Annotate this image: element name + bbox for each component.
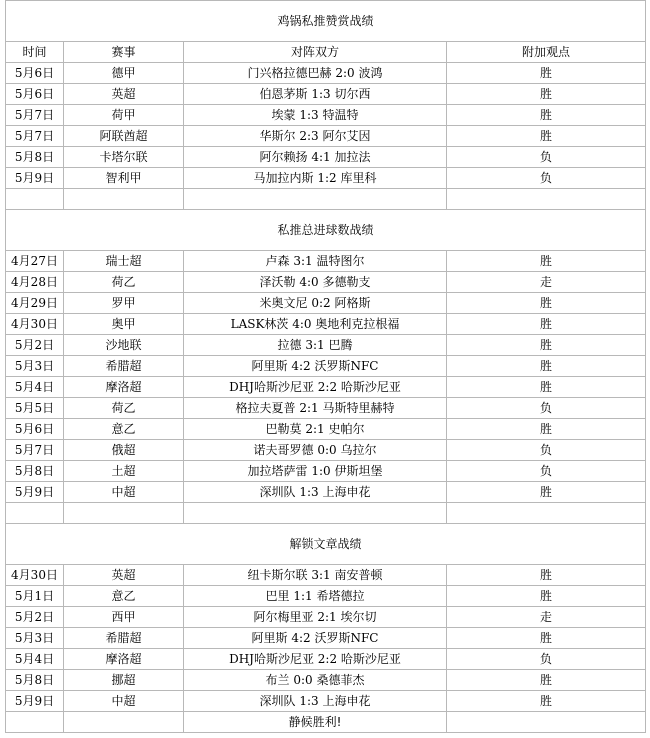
row-league: 荷甲: [64, 105, 184, 126]
row-result: 胜: [447, 628, 646, 649]
row-result: 胜: [447, 419, 646, 440]
row-match: 门兴格拉德巴赫 2:0 波鸿: [184, 63, 447, 84]
row-match: 诺夫哥罗德 0:0 乌拉尔: [184, 440, 447, 461]
row-league: 德甲: [64, 63, 184, 84]
table-row: [6, 356, 646, 377]
row-league: 意乙: [64, 586, 184, 607]
header-row: [6, 42, 646, 63]
row-match: 埃蒙 1:3 特温特: [184, 105, 447, 126]
row-league: 罗甲: [64, 293, 184, 314]
row-result: 胜: [447, 670, 646, 691]
row-date: 5月6日: [6, 63, 64, 84]
row-match: 泽沃勒 4:0 多德勒支: [184, 272, 447, 293]
header-opinion: 附加观点: [447, 42, 646, 63]
empty-cell: [447, 712, 646, 733]
row-league: 摩洛超: [64, 377, 184, 398]
row-date: 5月9日: [6, 482, 64, 503]
table-row: [6, 461, 646, 482]
empty-cell: [64, 503, 184, 524]
row-league: 荷乙: [64, 272, 184, 293]
row-result: 负: [447, 398, 646, 419]
section-title-row: [6, 210, 646, 251]
row-match: 纽卡斯尔联 3:1 南安普顿: [184, 565, 447, 586]
row-match: LASK林茨 4:0 奥地利克拉根福: [184, 314, 447, 335]
empty-cell: [6, 712, 64, 733]
empty-cell: [6, 503, 64, 524]
row-match: 米奥文尼 0:2 阿格斯: [184, 293, 447, 314]
row-league: 意乙: [64, 419, 184, 440]
row-date: 5月3日: [6, 356, 64, 377]
empty-cell: [64, 189, 184, 210]
empty-cell: [6, 189, 64, 210]
table-row: [6, 628, 646, 649]
row-date: 5月7日: [6, 126, 64, 147]
section-title-row: [6, 524, 646, 565]
table-row: [6, 126, 646, 147]
table-row: [6, 84, 646, 105]
row-match: 布兰 0:0 桑德菲杰: [184, 670, 447, 691]
header-league: 赛事: [64, 42, 184, 63]
table-row: [6, 251, 646, 272]
row-league: 希腊超: [64, 356, 184, 377]
row-date: 4月29日: [6, 293, 64, 314]
results-table: [5, 0, 646, 733]
table-row: [6, 649, 646, 670]
table-row: [6, 314, 646, 335]
row-date: 5月8日: [6, 461, 64, 482]
row-match: 伯恩茅斯 1:3 切尔西: [184, 84, 447, 105]
row-date: 5月1日: [6, 586, 64, 607]
row-league: 沙地联: [64, 335, 184, 356]
empty-cell: [184, 189, 447, 210]
row-league: 阿联酋超: [64, 126, 184, 147]
row-match: 深圳队 1:3 上海申花: [184, 691, 447, 712]
row-date: 5月9日: [6, 691, 64, 712]
section-title: 私推总进球数战绩: [6, 210, 646, 251]
section-title-row: [6, 1, 646, 42]
row-league: 智利甲: [64, 168, 184, 189]
empty-cell: [447, 189, 646, 210]
row-result: 胜: [447, 251, 646, 272]
row-match: 阿里斯 4:2 沃罗斯NFC: [184, 628, 447, 649]
row-league: 希腊超: [64, 628, 184, 649]
row-match: 巴里 1:1 希塔德拉: [184, 586, 447, 607]
row-date: 5月4日: [6, 377, 64, 398]
row-date: 4月30日: [6, 565, 64, 586]
row-date: 5月6日: [6, 419, 64, 440]
row-result: 负: [447, 147, 646, 168]
row-date: 5月9日: [6, 168, 64, 189]
footer-note: 静候胜利!: [184, 712, 447, 733]
row-date: 5月8日: [6, 670, 64, 691]
row-league: 英超: [64, 84, 184, 105]
row-league: 瑞士超: [64, 251, 184, 272]
row-date: 5月7日: [6, 440, 64, 461]
row-league: 挪超: [64, 670, 184, 691]
table-row: [6, 377, 646, 398]
row-league: 俄超: [64, 440, 184, 461]
row-league: 奥甲: [64, 314, 184, 335]
empty-cell: [64, 712, 184, 733]
row-match: 格拉夫夏普 2:1 马斯特里赫特: [184, 398, 447, 419]
row-league: 中超: [64, 482, 184, 503]
row-date: 5月5日: [6, 398, 64, 419]
table-row: [6, 272, 646, 293]
table-row: [6, 335, 646, 356]
row-match: DHJ哈斯沙尼亚 2:2 哈斯沙尼亚: [184, 649, 447, 670]
table-row: [6, 63, 646, 84]
table-row: [6, 670, 646, 691]
row-result: 胜: [447, 586, 646, 607]
row-date: 5月3日: [6, 628, 64, 649]
row-league: 荷乙: [64, 398, 184, 419]
row-date: 5月2日: [6, 607, 64, 628]
empty-cell: [184, 503, 447, 524]
row-result: 胜: [447, 691, 646, 712]
row-league: 土超: [64, 461, 184, 482]
row-result: 胜: [447, 482, 646, 503]
row-result: 胜: [447, 84, 646, 105]
row-league: 英超: [64, 565, 184, 586]
table-row: [6, 147, 646, 168]
row-date: 4月30日: [6, 314, 64, 335]
row-match: 拉德 3:1 巴腾: [184, 335, 447, 356]
row-date: 5月4日: [6, 649, 64, 670]
row-match: 加拉塔萨雷 1:0 伊斯坦堡: [184, 461, 447, 482]
row-date: 5月6日: [6, 84, 64, 105]
row-result: 胜: [447, 565, 646, 586]
row-result: 胜: [447, 377, 646, 398]
row-match: 华斯尔 2:3 阿尔艾因: [184, 126, 447, 147]
table-row: [6, 691, 646, 712]
header-time: 时间: [6, 42, 64, 63]
row-result: 胜: [447, 105, 646, 126]
table-row: [6, 440, 646, 461]
table-row: [6, 105, 646, 126]
table-row: [6, 586, 646, 607]
row-league: 中超: [64, 691, 184, 712]
row-date: 4月28日: [6, 272, 64, 293]
row-date: 5月7日: [6, 105, 64, 126]
row-match: 阿尔赖扬 4:1 加拉法: [184, 147, 447, 168]
row-result: 走: [447, 607, 646, 628]
row-result: 胜: [447, 293, 646, 314]
spacer-row: [6, 189, 646, 210]
row-match: 阿里斯 4:2 沃罗斯NFC: [184, 356, 447, 377]
table-row: [6, 565, 646, 586]
row-match: DHJ哈斯沙尼亚 2:2 哈斯沙尼亚: [184, 377, 447, 398]
header-match: 对阵双方: [184, 42, 447, 63]
row-result: 负: [447, 168, 646, 189]
section-title: 鸡锅私推赞赏战绩: [6, 1, 646, 42]
row-match: 深圳队 1:3 上海申花: [184, 482, 447, 503]
row-match: 巴勒莫 2:1 史帕尔: [184, 419, 447, 440]
row-league: 摩洛超: [64, 649, 184, 670]
row-result: 负: [447, 461, 646, 482]
row-match: 阿尔梅里亚 2:1 埃尔切: [184, 607, 447, 628]
row-result: 负: [447, 440, 646, 461]
section-title: 解锁文章战绩: [6, 524, 646, 565]
row-match: 卢森 3:1 温特图尔: [184, 251, 447, 272]
row-date: 4月27日: [6, 251, 64, 272]
row-league: 卡塔尔联: [64, 147, 184, 168]
row-result: 胜: [447, 356, 646, 377]
row-league: 西甲: [64, 607, 184, 628]
table-row: [6, 607, 646, 628]
table-row: [6, 398, 646, 419]
table-row: [6, 293, 646, 314]
row-result: 负: [447, 649, 646, 670]
row-result: 胜: [447, 63, 646, 84]
row-date: 5月2日: [6, 335, 64, 356]
row-result: 胜: [447, 335, 646, 356]
row-result: 胜: [447, 314, 646, 335]
row-match: 马加拉内斯 1:2 库里科: [184, 168, 447, 189]
spacer-row: [6, 503, 646, 524]
row-result: 胜: [447, 126, 646, 147]
row-result: 走: [447, 272, 646, 293]
footer-row: [6, 712, 646, 733]
table-row: [6, 482, 646, 503]
row-date: 5月8日: [6, 147, 64, 168]
table-row: [6, 168, 646, 189]
table-row: [6, 419, 646, 440]
empty-cell: [447, 503, 646, 524]
